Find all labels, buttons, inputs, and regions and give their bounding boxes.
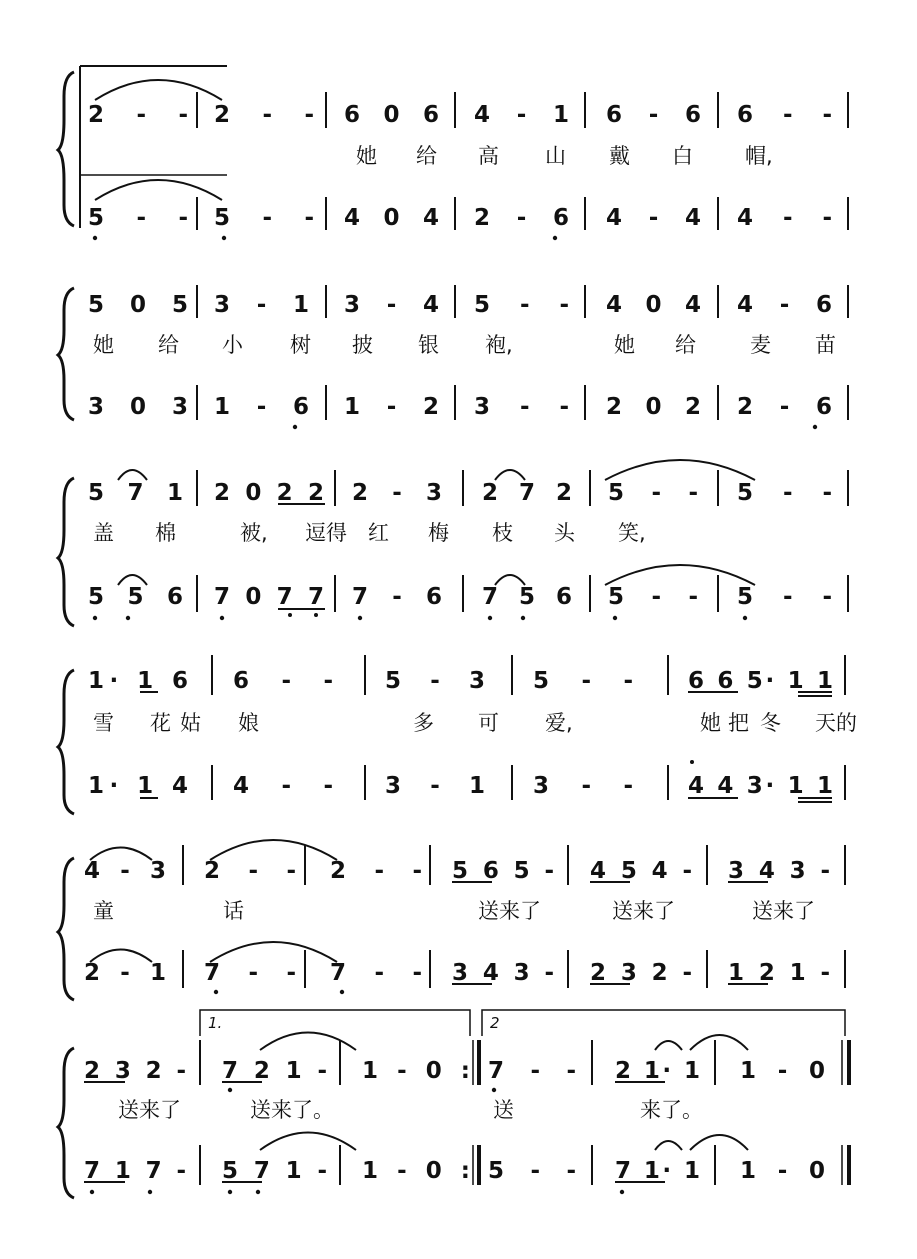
tie <box>495 470 525 480</box>
measure-5-lower: 7 1· 1 <box>615 1158 700 1184</box>
lyric: 给 <box>675 333 696 357</box>
lyric: 逗得 <box>305 521 347 545</box>
lyric: 被, <box>240 521 268 545</box>
measure-1-lower: 7 1 7 - <box>84 1158 186 1184</box>
measure-3-lower: 3 - 1 <box>385 773 485 799</box>
lyric: 娘 <box>238 711 259 735</box>
measure-1-upper: 1· 1 6 <box>88 668 188 694</box>
measure-1-lower: 5 - - <box>88 205 188 231</box>
lyrics-2 <box>93 333 836 357</box>
measure-2-lower: 7 0 7 7 <box>214 584 324 610</box>
system-3 <box>58 460 848 626</box>
tie <box>95 180 222 200</box>
system-6 <box>58 1010 849 1198</box>
measure-1-upper: 5 7 1 <box>88 480 183 506</box>
measure-6-upper: 1 - 0 <box>740 1058 825 1084</box>
lyric: 冬 <box>760 711 781 735</box>
lyric: 帽, <box>745 144 773 168</box>
measure-4-upper: 2 7 2 <box>482 480 572 506</box>
measure-6-upper: 3 4 3 - <box>728 858 830 884</box>
lyric: 送来了 <box>612 899 675 923</box>
tie <box>605 460 755 480</box>
octave-dots <box>214 990 344 994</box>
measure-3-upper: 6 0 6 <box>344 102 439 128</box>
measure-4-upper: 4 - 1 <box>474 102 569 128</box>
octave-dots <box>690 760 694 764</box>
measure-6-upper: 5 - - <box>737 480 832 506</box>
lyric: 花 <box>150 711 171 735</box>
lyric: 天的 <box>815 711 857 735</box>
measure-4-lower: 2 - 6 <box>474 205 569 231</box>
volta-bracket-1 <box>200 1010 470 1036</box>
measure-3-lower: 7 - - <box>330 960 422 986</box>
measure-5-lower: 2 0 2 <box>606 394 701 420</box>
lyric: 话 <box>223 899 244 923</box>
measure-5-upper: 4 0 4 <box>606 292 701 318</box>
measure-4-lower: 5 - - <box>488 1158 576 1184</box>
system-1 <box>58 66 848 240</box>
lyric: 枝 <box>492 521 513 545</box>
lyric: 送来了。 <box>250 1098 334 1122</box>
lyric: 披 <box>352 333 373 357</box>
system-brace <box>58 858 74 1000</box>
measure-3-lower: 7 - 6 <box>352 584 442 610</box>
measure-5-lower: 4 4 3· 1 1 <box>688 773 833 799</box>
system-2 <box>58 285 848 429</box>
lyric: 雪 <box>93 711 114 735</box>
lyrics-5 <box>93 899 815 923</box>
measure-4-lower: 3 - - <box>533 773 633 799</box>
lyric: 爱, <box>545 711 573 735</box>
lyric: 头 <box>554 521 575 545</box>
measure-1-lower: 2 - 1 <box>84 960 166 986</box>
lyric: 送来了 <box>118 1098 181 1122</box>
measure-4-upper: 5 - - <box>474 292 569 318</box>
lyric: 多 <box>413 711 434 735</box>
lyric: 她 <box>356 144 377 168</box>
tie <box>210 942 337 962</box>
measure-4-lower: 3 - - <box>474 394 569 420</box>
lyric: 送来了 <box>478 899 541 923</box>
tie <box>690 1035 748 1050</box>
lyrics-1 <box>356 144 773 168</box>
measure-4-upper: 7 - - <box>488 1058 576 1084</box>
tie <box>260 1033 356 1051</box>
measure-5-upper: 4 5 4 - <box>590 858 692 884</box>
measure-6-lower: 1 2 1 - <box>728 960 830 986</box>
lyric: 袍, <box>485 333 513 357</box>
lyric: 盖 <box>93 521 114 545</box>
lyric: 她 <box>93 333 114 357</box>
measure-1-upper: 2 3 2 - <box>84 1058 186 1084</box>
lyric: 银 <box>418 333 439 357</box>
lyric: 她 <box>700 711 721 735</box>
measure-6-upper: 4 - 6 <box>737 292 832 318</box>
tie <box>95 80 222 100</box>
tie <box>210 840 337 860</box>
lyric: 高 <box>478 144 499 168</box>
measure-1-lower: 1· 1 4 <box>88 773 188 799</box>
lyric: 童 <box>93 899 114 923</box>
measure-3-lower: 1 - 0 : <box>362 1158 470 1184</box>
lyric: 山 <box>545 144 566 168</box>
system-4 <box>58 655 857 814</box>
system-5 <box>58 840 845 1000</box>
tie <box>690 1135 748 1150</box>
measure-5-upper: 5 - - <box>608 480 698 506</box>
measure-2-upper: 2 - - <box>214 102 314 128</box>
lyric: 红 <box>368 521 389 545</box>
tie <box>118 470 147 480</box>
octave-dots <box>93 613 747 620</box>
measure-3-upper: 5 - 3 <box>385 668 485 694</box>
measure-5-upper: 2 1· 1 <box>615 1058 700 1084</box>
octave-dots <box>93 236 557 240</box>
measure-1-upper: 5 0 5 <box>88 292 188 318</box>
lyric: 戴 <box>609 144 630 168</box>
volta-label-2: 2 <box>490 1014 500 1032</box>
measure-2-lower: 5 - - <box>214 205 314 231</box>
measure-5-lower: 4 - 4 <box>606 205 701 231</box>
measure-6-lower: 2 - 6 <box>737 394 832 420</box>
octave-dots <box>293 425 817 429</box>
lyric: 小 <box>222 333 243 357</box>
tie <box>655 1141 682 1150</box>
tie <box>605 565 755 585</box>
volta-label-1: 1. <box>208 1014 223 1032</box>
lyric: 麦 <box>750 333 771 357</box>
lyric: 送 <box>493 1098 514 1122</box>
volta-bracket-2 <box>482 1010 845 1036</box>
lyric: 棉 <box>155 521 176 545</box>
measure-3-upper: 1 - 0 : <box>362 1058 470 1084</box>
lyric: 树 <box>290 333 311 357</box>
lyric: 笑, <box>618 521 646 545</box>
lyric: 梅 <box>428 521 449 545</box>
measure-5-upper: 6 - 6 <box>606 102 701 128</box>
measure-2-lower: 5 7 1 - <box>222 1158 327 1184</box>
system-brace <box>58 478 74 626</box>
measure-4-upper: 5 - - <box>533 668 633 694</box>
lyric: 苗 <box>815 333 836 357</box>
lyric: 可 <box>478 711 499 735</box>
lyric: 来了。 <box>640 1098 703 1122</box>
tie <box>260 1133 356 1151</box>
measure-5-lower: 5 - - <box>608 584 698 610</box>
measure-5-upper: 6 6 5· 1 1 <box>688 668 833 694</box>
system-brace <box>58 670 74 814</box>
measure-2-upper: 6 - - <box>233 668 333 694</box>
measure-6-lower: 5 - - <box>737 584 832 610</box>
measure-2-lower: 7 - - <box>204 960 296 986</box>
measure-4-upper: 5 6 5 - <box>452 858 554 884</box>
measure-5-lower: 2 3 2 - <box>590 960 692 986</box>
lyric: 给 <box>158 333 179 357</box>
measure-2-lower: 4 - - <box>233 773 333 799</box>
system-brace <box>58 1048 74 1198</box>
measure-2-upper: 2 - - <box>204 858 296 884</box>
repeat-barline <box>473 1040 479 1185</box>
lyric: 给 <box>416 144 437 168</box>
measure-2-lower: 1 - 6 <box>214 394 309 420</box>
measure-3-lower: 4 0 4 <box>344 205 439 231</box>
system-brace <box>58 288 74 420</box>
tie <box>655 1041 682 1050</box>
measure-2-upper: 2 0 2 2 <box>214 480 324 506</box>
final-barline <box>842 1040 849 1185</box>
lyric: 送来了 <box>752 899 815 923</box>
measure-1-lower: 3 0 3 <box>88 394 188 420</box>
measure-6-lower: 4 - - <box>737 205 832 231</box>
lyric: 把 <box>728 711 749 735</box>
measure-3-upper: 2 - - <box>330 858 422 884</box>
measure-1-upper: 4 - 3 <box>84 858 166 884</box>
lyrics-3 <box>93 521 646 545</box>
system-brace <box>58 72 74 226</box>
measure-3-upper: 3 - 4 <box>344 292 439 318</box>
lyrics-4 <box>93 711 857 735</box>
lyric: 她 <box>614 333 635 357</box>
measure-4-lower: 3 4 3 - <box>452 960 554 986</box>
measure-4-lower: 7 5 6 <box>482 584 572 610</box>
measure-1-upper: 2 - - <box>88 102 188 128</box>
measure-6-lower: 1 - 0 <box>740 1158 825 1184</box>
measure-1-lower: 5 5 6 <box>88 584 183 610</box>
lyrics-6 <box>118 1098 703 1122</box>
lyric: 白 <box>672 144 693 168</box>
measure-3-lower: 1 - 2 <box>344 394 439 420</box>
measure-2-upper: 3 - 1 <box>214 292 309 318</box>
lyric: 姑 <box>180 711 201 735</box>
measure-3-upper: 2 - 3 <box>352 480 442 506</box>
measure-6-upper: 6 - - <box>737 102 832 128</box>
measure-2-upper: 7 2 1 - <box>222 1058 327 1084</box>
